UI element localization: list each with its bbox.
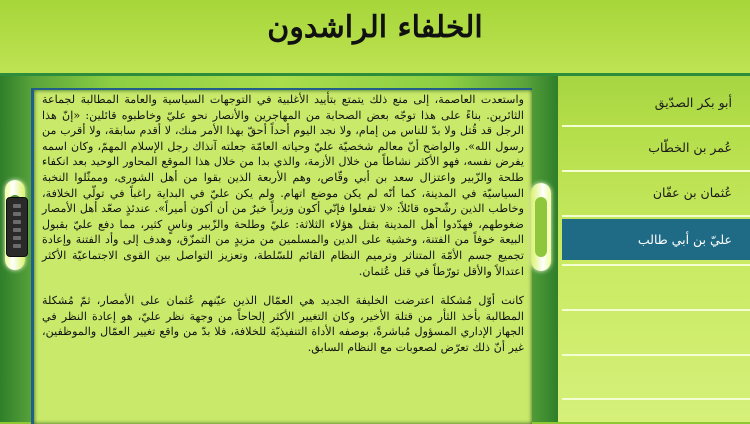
handle-grip (535, 197, 547, 257)
content-page[interactable] (31, 88, 532, 424)
nav-item-empty[interactable] (562, 311, 750, 352)
nav-divider (562, 354, 750, 356)
nav-item-uthman[interactable]: عُثمان بن عفّان (652, 185, 732, 200)
remote-key (13, 212, 21, 216)
paragraph: كانت أوّل مُشكلة اعترضت الخليفة الجديد هي العمّال الذين عيّنهم عُثمان على الأمصار، ثمّ مُشكلة المطالبة بأخذ الثأر من قتلة الأخير، وكان التغيير الأكثر إلحاحاً من وجهة نظر عليّ، هو إعادة النظر في الجهاز الإداري المسؤول مُباشرةً، بوصفه الأداة التنفيذيّة للخلافة، فلا بدّ من واقع تغيير العمّال والموظفين، غير أنّ ذلك تعرّض لصعوبات مع النظام السابق. (42, 294, 524, 354)
nav-divider (562, 215, 750, 217)
next-page-handle[interactable] (531, 183, 551, 271)
nav-divider (562, 398, 750, 400)
page-title: الخلفاء الراشدون (267, 10, 483, 45)
caliph-nav (562, 82, 750, 422)
content-text (42, 92, 524, 370)
nav-item-abu-bakr[interactable]: أبو بكر الصدّيق (654, 95, 732, 110)
remote-key (13, 236, 21, 240)
remote-control-icon (6, 197, 28, 257)
remote-key (13, 204, 21, 208)
remote-key (13, 220, 21, 224)
paragraph: واستعدت العاصمة، إلى منع ذلك يتمتع بتأييد الأغلبية في التوجهات السياسية والعامة المطالبة لجماعة الثائرين. بناءً على هذا توجّه بعض الصحابة من المهاجرين والأنصار نحو عليّ وخاطبوه قائلين: «إنّ هذا الرجل قد قُتل ولا بدّ للناس من إمام، ولا نجد اليوم أحداً أحقّ بهذا الأمر منك، لا أقدم سابقة، ولا أقرب من رسول الله». والواضح أنّ معالم شخصيّة عليّ وحياته العامّة جعلته آنذاك رجل الإسلام المهمّ، وكان اسمه يفرض نفسه، فهو الأكثر نشاطاً من خلال الأزمة، والذي بدا من خلال هذا الموقع المحاور الوحيد بعد انكفاء طلحة والزّبير واعتزال سعد بن أبي وقّاص، وهم الأربعة الذين بقوا من أهل الشورى، وممثّلوا النخبة السياسيّة في المدينة، كما أنّه لم يكن موضع اتهام. ولم يكن عليّ في البداية راغباً في تولّي الخلافة، وخاطب الذين رشّحوه قائلاً: «لا تفعلوا فإنّي أكون وزيراً خيرٌ من أن أكون أميراً». عندئذٍ صعّد أهل الأمصار ضغوطهم، فهدّدوا أهل المدينة بقتل هؤلاء الثلاثة: عليّ وطلحة والزّبير وناسٍ كثير، مما دفع عليّ بقبول البيعة خوفاً من الفتنة، وخشية على الدين والمسلمين من مزيدٍ من التمزّق، وهدف إلى وأد الفتنة وإعادة تجميع جسم الأمّة المتناثر وترميم النظام القائم للسّلطة، وتعزيز التواصل بين القوى الاجتماعيّة الأكثر اعتدالاً والأقل تورّطاً في قتل عُثمان. (42, 93, 524, 278)
nav-item-ali[interactable]: عليّ بن أبي طالب (562, 219, 750, 260)
remote-key (13, 228, 21, 232)
remote-key (13, 244, 21, 248)
nav-item-umar[interactable]: عُمر بن الخطّاب (648, 140, 732, 155)
nav-item-empty[interactable] (562, 266, 750, 307)
